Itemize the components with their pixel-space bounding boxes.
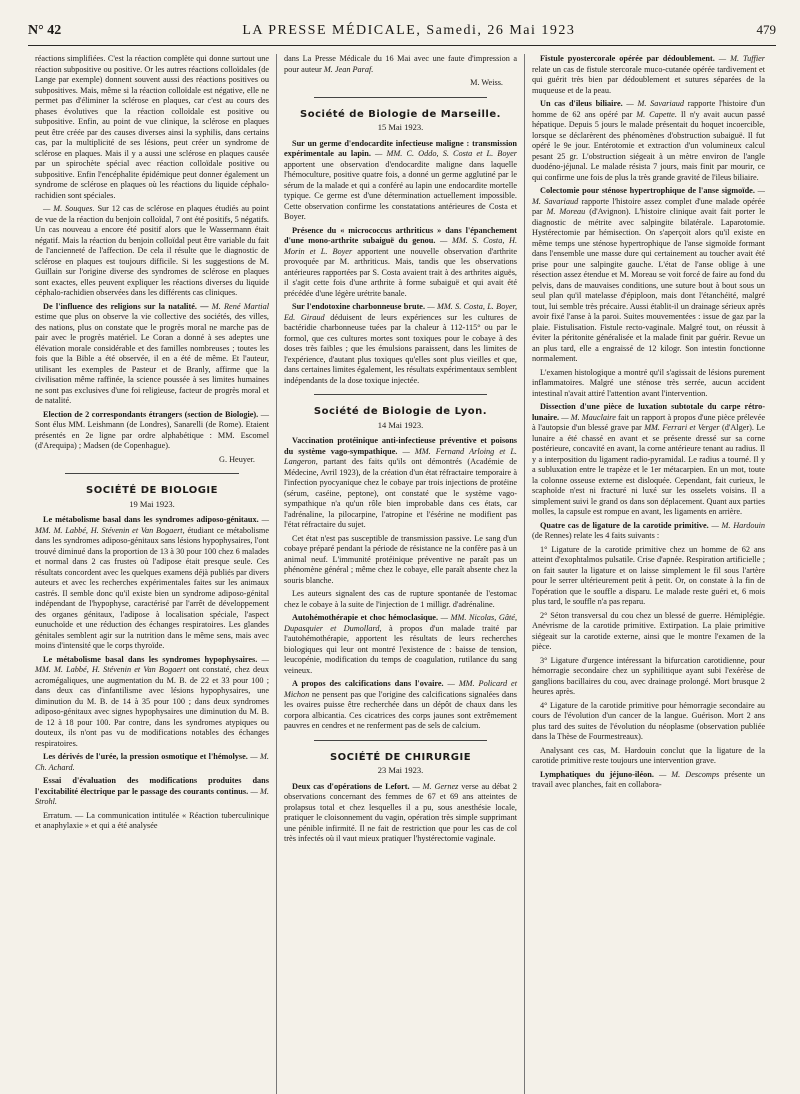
signature: M. Weiss. — [470, 78, 503, 87]
divider — [314, 394, 487, 395]
paragraph: L'examen histologique a montré qu'il s'agissait de lésions purement inflammatoires. Malgré une sténose très serrée, aucun accident intestinal n'avait attiré l'attention avant l'intervention. — [532, 367, 765, 398]
divider — [65, 473, 239, 474]
paragraph: Cet état n'est pas susceptible de transmission passive. Le sang d'un cobaye préparé pendant la période de résistance ne la confère pas à un animal neuf. L'immunité protéinique préventive ne paraît pas un phénomène général ; même chez le cobaye, elle paraît absente chez la souris blanche. — [284, 533, 517, 585]
section-date: 23 Mai 1923. — [377, 765, 424, 775]
article: Les dérivés de l'urée, la pression osmotique et l'hémolyse. — M. Ch. Achard. — [35, 752, 269, 772]
paragraph: Analysant ces cas, M. Hardouin conclut que la ligature de la carotide primitive reste toujours une intervention grave. — [532, 745, 765, 765]
paragraph: dans La Presse Médicale du 16 Mai avec une faute d'impression a pour auteur M. Jean Paraf. — [284, 54, 517, 74]
paragraph: 4° Ligature de la carotide primitive pour hémorragie secondaire au cours de l'évolution d'un cancer de la langue. Guérison. Mort 2 ans plus tard des suites de l'évolution du néoplasme (observation publiée dans la Thèse de Fourmestreaux). — [532, 700, 765, 741]
erratum: Erratum. — La communication intitulée « Réaction tuberculinique et anaphylaxie » et qui a été analysée — [35, 810, 269, 830]
paragraph: 3° Ligature d'urgence intéressant la bifurcation carotidienne, pour hémorragie secondaire chez un syphilitique ayant subi l'exérèse de ganglions bacillaires du cou, avec drainage prolongé. Mort brusque 2 heures après. — [532, 655, 765, 696]
article: Election de 2 correspondants étrangers (section de Biologie). — Sont élus MM. Leishmann (de Londres), Sanarelli (de Rome). Etaient présentés en 2e ligne par ordre alphabétique : MM. Escomel (d'Arequipa) ; Madsen (de Copenhague). — [35, 409, 270, 450]
article: Deux cas d'opérations de Lefort. — M. Gernez verse au débat 2 observations concernant des femmes de 67 et 69 ans atteintes de prolapsus total et chez lesquelles il a pu, sous anesthésie locale, pratiquer le cloisonnement du vagin, opération très simple supprimant une pénible infirmité. Il ne fait de restriction que pour les cas de col très infectés où il vaut mieux pratiquer l'hystérectomie vaginale. — [284, 781, 517, 843]
section-heading: Société de Biologie de Lyon. — [313, 406, 488, 417]
section-heading: Société de Biologie de Marseille. — [300, 108, 501, 120]
signature: G. Heuyer. — [219, 454, 255, 464]
masthead-title: LA PRESSE MÉDICALE, Samedi, 26 Mai 1923 — [242, 23, 576, 38]
section-heading: SOCIÉTÉ DE BIOLOGIE — [86, 485, 218, 496]
article: Essai d'évaluation des modifications produites dans l'excitabilité électrique par le passage des courants continus. — M. Strohl. — [35, 776, 269, 806]
paragraph: réactions simplifiées. C'est la réaction complète qui donne surtout une réaction subpositive ou positive. Or les autres réactions colloïdales (de Lange par exemple) donnent souvent aussi des réactions positives ou subpositives. Mais, même si la réaction colloïdale est négative, elle ne permet pas d'éliminer la sclérose en plaques, car c'est au cours des phases évolutives que la réaction colloïdale est positive ou subpositive. Enfin, au point de vue clinique, la sclérose en plaques peut être créée par des causes diverses ainsi la syphilis, dans certains cas, par la multiplicité de ses lésions, peut créer un syndrome de sclérose en plaques. Mais il y a aussi une sclérose en plaques causée par un spirochète spécial avec réaction colloïdale positive ou subpositive. Enfin l'encéphalite épidémique peut donner également un syndrome de sclérose en plaques où les réactions du liquide céphalo-rachidien sont spéciales. — [35, 54, 269, 200]
article: Un cas d'ileus biliaire. — M. Savariaud rapporte l'histoire d'un homme de 62 ans opéré par M. Capette. Il n'y avait aucun passé hépatique. Depuis 5 jours le malade présentait du hoquet incoercible, lorsque se déclarèrent des phénomènes d'obstruction subaiguë. Il fut opéré le 9e jour. Entérotomie et extraction d'un volumineux calcul pesant 25 gr. L'obstruction siégeait à un mètre environ de l'angle duodéno-jéjunal. Le malade résista 7 jours, mais finit par mourir, ce qui confirme une fois de plus la très grande gravité de l'ileus biliaire. — [532, 99, 766, 182]
section-heading: SOCIÉTÉ DE CHIRURGIE — [329, 751, 472, 763]
paragraph: — M. Souques. Sur 12 cas de sclérose en plaques étudiés au point de vue de la réaction du benjoin colloïdal, 7 ont été positifs, 5 négatifs. Un cas nouveau a encore été positif alors que le Wassermann était négatif. Mais la réaction du benjoin colloïdal peut être variable du fait de l'ancienneté de l'affection. De cela il résulte que le diagnostic de sclérose en plaques est toujours difficile. Si les suggestions de M. Guillain sur l'origine diverse des syndromes de sclérose en plaques sont exactes, elles peuvent expliquer les réactions diverses du liquide céphalo-rachidien observées dans les différents cas cliniques. — [35, 204, 269, 297]
article: Vaccination protéinique anti-infectieuse préventive et poisons du système vago-sympathique. — MM. Fernand Arloing et L. Langeron, partant des faits qu'ils ont démontrés (Académie de Médecine, Avril 1923), de la création d'un état réfractaire temporaire à l'infection pyocyanique chez le cobaye par trois injections de protéine (sérum, caséine, peptone), ont constaté que le système vago-sympathique n'a qu'un rôle bien improbable dans ces états, car l'adrénaline, la pilocarpine, l'atropine et l'ésérine ne modifient pas l'état réfractaire du sujet. — [284, 436, 517, 529]
article: De l'influence des religions sur la natalité. — M. René Martial estime que plus on observe la vie collective des sociétés, des villes, des nations, plus on constate que le progrès moral ne marche pas de pair avec le progrès matériel. Le Coran a donné à ses adeptes une élévation morale considérable et des familles nombreuses ; toutes les fois que la Bible a été observée, il en a été de même. Et l'auteur, utilisant les exemples de Pasteur et de Branly, affirme que la civilisation même raffinée, la science poussée à ses limites humaines ne sont pas exclusives d'une foi religieuse, facteur de progrès moral et de natalité. — [35, 301, 270, 405]
article: Le métabolisme basal dans les syndromes hypophysaires. — MM. M. Labbé, H. Stévenin et Van Bogaert ont constaté, chez deux acromégaliques, une augmentation du M. B. de 22 et 33 pour 100 ; dans deux cas d'infantilisme avec lésions hypophysaires, une diminution du M. B. de 14 à 35 pour 100 ; dans deux syndromes adiposo-génitaux avec signes hypophysaires une diminution du M. B. de 12 à 18 pour 100. Par contre, dans les syndromes atypiques ou douteux, ils n'ont pas vu de modifications notables des échanges respiratoires. — [35, 654, 270, 748]
article: Fistule pyostercorale opérée par dédoublement. — M. Tuffier relate un cas de fistule stercorale muco-cutanée opérée tardivement et qui guérit très bien par dédoublement et sutures séparées de la muqueuse et de la peau. — [532, 54, 765, 95]
article: A propos des calcifications dans l'ovaire. — MM. Policard et Michon ne pensent pas que l'origine des calcifications signalées dans les ovaires puisse être recherchée dans un dépôt de chaux dans les corpora albicantia. Ces cicatrices des corps jaunes sont extrêmement pauvres en cendres et ne renferment pas de sels de calcium. — [284, 679, 518, 730]
divider — [314, 97, 487, 98]
section-date: 14 Mai 1923. — [377, 419, 424, 430]
article: Quatre cas de ligature de la carotide primitive. — M. Hardouin (de Rennes) relate les 4 faits suivants : — [532, 520, 765, 540]
article: Autohémothérapie et choc hémoclasique. — MM. Nicolas, Gâté, Dupasquier et Dumollard, à propos d'un malade traité par l'autohémothérapie, apportent les résultats de leurs recherches biologiques qui leur ont montré l'existence de : baisse de tension, leucopénie, modification du temps de coagulation, rutilance du sang veineux. — [284, 613, 518, 675]
article: Colectomie pour sténose hypertrophique de l'anse sigmoïde. — M. Savariaud rapporte l'histoire assez complet d'une malade opérée par M. Moreau (d'Avignon). L'histoire clinique avait fait porter le diagnostic de métrite avec salpingite bilatérale. Laparotomie. Hystérectomie par hémisection. On s'aperçoit alors qu'il existe en même temps une sténose hypertrophique de l'anse sigmoïde formant dans l'ensemble une masse dure qui certainement au toucher avait été prise pour une salpingite gauche. L'état de l'anse oblige à une résection assez étendue et M. Moreau se voit forcé de faire au fond du pelvis, dans de mauvaises conditions, une suture bout à bout sous un seul plan qu'il matelasse d'épiploon, mais dont l'étanchéité, malgré tout, lui semble très précaire. Aussi établit-il un drainage sérieux après avoir fixé l'anse à la paroi. Suites mouvementées : issue de gaz par la plaie. Fistulisation. Fistule recto-vaginale. Malgré tout, on réussit à éviter la péritonite généralisée et la malade finit par guérir. Revue un an plus tard, elle a engraissé de 12 kilogr. Son intestin fonctionne normalement. — [532, 186, 766, 363]
article: Présence du « micrococcus arthriticus » dans l'épanchement d'une mono-arthrite subaiguë du genou. — MM. S. Costa, H. Morin et L. Boyer apportent une nouvelle observation d'arthrite provoquée par M. arthriticus. Mais, tandis que les observations antérieures rapportées par S. Costa avaient trait à des arthrites aiguës, il s'agit cette fois d'une arthrite à forme subaiguë et qui avait été précédée d'une légère urétrite banale. — [284, 225, 518, 298]
article: Le métabolisme basal dans les syndromes adiposo-génitaux. — MM. M. Labbé, H. Stévenin et Van Bogaert, étudiant ce métabolisme dans les syndromes adiposo-génitaux sans lésions hypophysaires, l'ont trouvé diminué dans la proportion de 13 à 30 pour 100 chez 6 malades et normal dans 2 cas frustes où l'adipose était presque seule. Ces résultats concordent avec les quelques examens déjà publiés par divers auteurs et avec les recherches expérimentales faites sur les animaux castrés. Il semble donc qu'il existe bien un syndrome adiposo-génital indépendant de l'hypophyse, caractérisé par l'arrêt de développement des organes génitaux, l'adipose à localisation spéciale, l'aspect eunuchoïde et une réduction des échanges respiratoires. Les glandes génitales semblent agir sur la nutrition dans le même sens, mais avec moins d'intensité que le corps thyroïde. — [35, 515, 270, 650]
paragraph: Les auteurs signalent des cas de rupture spontanée de l'estomac chez le cobaye à la suite de l'injection de 1 milligr. d'adrénaline. — [284, 589, 517, 609]
section-date: 15 Mai 1923. — [377, 122, 424, 132]
column-2 — [276, 54, 524, 1094]
column-1 — [28, 54, 276, 1094]
article: Dissection d'une pièce de luxation subtotale du carpe rétro-lunaire. — M. Mauclaire fait un rapport à propos d'une pièce prélevée à l'autopsie d'un blessé grave par MM. Ferrari et Verger (d'Alger). Le lunaire a été chassé en avant et se présente dressé sur sa corne postérieure, concavité en avant, la corne antérieure tenant au radius. Il y a interposition du ligament radio-pyramidal. Le radius a tourné. Il y a subluxation entre le trapèze et le 1er métacarpien. En un mot, toute la colonne osseuse externe est disloquée. Cependant, fait curieux, le scaphoïde n'est ni fracturé ni luxé sur les osselets voisins. Il a simplement suivi le grand os dans son déplacement. Quant aux parties molles, la capsule est rompue en avant, les ligaments en arrière. — [532, 402, 766, 516]
section-date: 19 Mai 1923. — [129, 498, 175, 509]
paragraph: 1° Ligature de la carotide primitive chez un homme de 62 ans atteint d'exophtalmos pulsatile. Crise d'apnée. Respiration artificielle ; on fait sauter la ligature et on laisse simplement le fil sous l'artère pour le serrer ultérieurement petit à petit. Or, on constate à la fin de l'opération que le souffle a disparu. Le malade reste guéri et, 6 mois plus tard, le souffle n'a pas reparu. — [532, 544, 765, 606]
issue-number: N° 42 — [28, 23, 62, 38]
page-header — [28, 22, 776, 46]
columns — [28, 54, 776, 1094]
article: Sur un germe d'endocardite infectieuse maligne : transmission expérimentale au lapin. — MM. C. Oddo, S. Costa et L. Boyer apportent une observation d'endocardite maligne dans laquelle l'hémoculture, positive quatre fois, a donné un germe agglutiné par le sérum de la malade et qui a conféré au lapin une endocardite mortelle typique. Ce germe est d'une détermination actuellement impossible. Cette observation confirme les constatations antérieures de Costa et Boyer. — [284, 138, 517, 221]
divider — [314, 740, 487, 741]
column-3 — [524, 54, 772, 1094]
paragraph: 2° Séton transversal du cou chez un blessé de guerre. Hémiplégie. Anévrisme de la carotide primitive. Extirpation. La plaie primitive siégeait sur la carotide externe, ainsi que le montre l'examen de la pièce. — [532, 610, 765, 651]
page-number: 479 — [756, 22, 776, 37]
article: Sur l'endotoxine charbonneuse brute. — MM. S. Costa, L. Boyer, Ed. Giraud déduisent de leurs expériences sur les cultures de bactéridie charbonneuse tuées par la chaleur à 112-115° ou par le formol, que ces cultures mortes sont toxiques pour le cobaye à des doses très faibles ; que les émulsions paraissent, dans les limites de l'expérience, d'autant plus toxiques qu'elles sont plus vieilles et que, dans certaines limites également, les résultats expérimentaux semblent indépendants de la dose toxique injectée. — [284, 302, 518, 385]
article: Lymphatiques du jéjuno-iléon. — M. Descomps présente un travail avec planches, fait en collabora- — [532, 769, 765, 789]
